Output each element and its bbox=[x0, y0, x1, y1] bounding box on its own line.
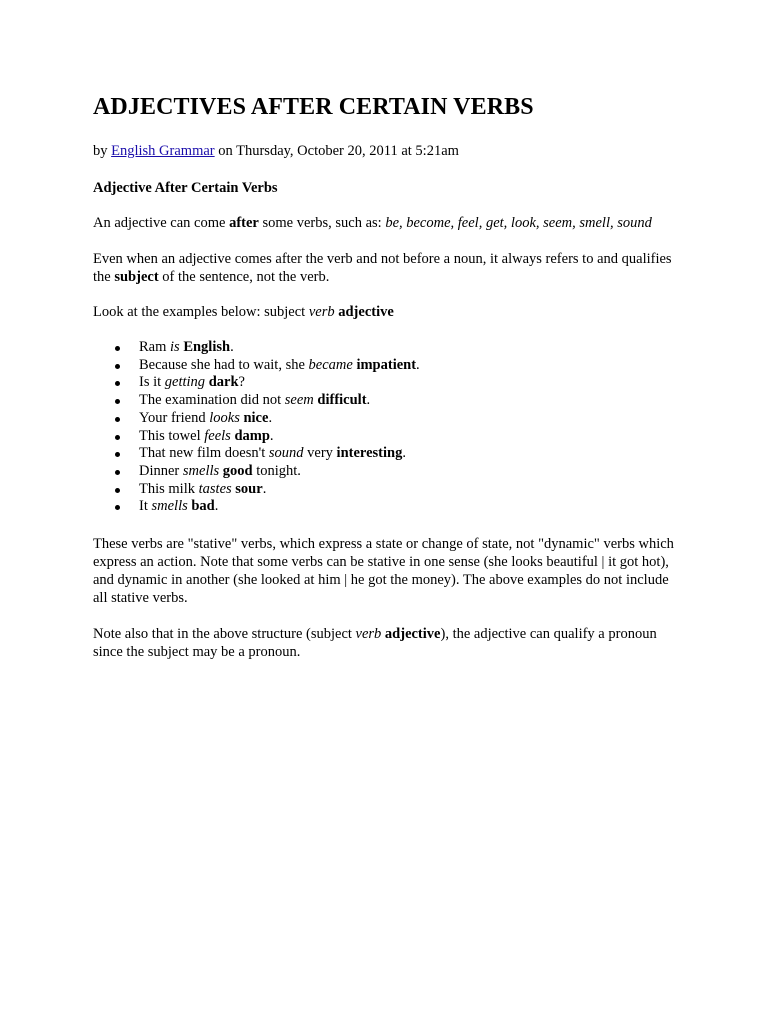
example-verb: became bbox=[308, 356, 353, 373]
example-text: That new film doesn't bbox=[139, 445, 269, 462]
text-run: Note also that in the above structure (subject bbox=[93, 626, 356, 643]
example-verb: sound bbox=[268, 445, 304, 462]
example-text: This towel bbox=[139, 427, 205, 444]
article-byline bbox=[93, 142, 676, 160]
bullet-icon bbox=[115, 381, 120, 386]
bullet-icon bbox=[115, 346, 120, 351]
text-run: Even when an adjective comes after the verb and not before a noun, it always refers to and qualifies the bbox=[93, 251, 672, 285]
example-text: It bbox=[139, 498, 152, 515]
article-title: ADJECTIVES AFTER CERTAIN VERBS bbox=[93, 94, 534, 120]
example-adjective: damp bbox=[234, 427, 270, 444]
text-run: ), the adjective can qualify a pronoun since the subject may be a pronoun. bbox=[93, 626, 657, 661]
byline-prefix: by bbox=[93, 143, 112, 159]
example-verb: feels bbox=[204, 427, 231, 444]
example-list-item bbox=[121, 410, 676, 428]
example-text: ? bbox=[238, 374, 245, 391]
example-text: Because she had to wait, she bbox=[139, 356, 309, 373]
bullet-icon bbox=[115, 452, 120, 457]
bullet-icon bbox=[115, 470, 120, 475]
bold-run: adjective bbox=[338, 304, 394, 320]
example-verb: smells bbox=[182, 462, 220, 479]
example-text: Dinner bbox=[139, 462, 183, 479]
example-verb: looks bbox=[209, 409, 240, 426]
example-text: . bbox=[416, 356, 420, 373]
example-text: . bbox=[230, 339, 234, 355]
paragraph-verbs-list bbox=[93, 214, 676, 232]
example-adjective: impatient bbox=[356, 356, 417, 373]
example-text: . bbox=[214, 498, 219, 515]
example-list-item bbox=[121, 374, 676, 392]
paragraph-subject bbox=[93, 250, 676, 286]
example-verb: is bbox=[170, 339, 180, 355]
example-list-item bbox=[121, 481, 676, 499]
bold-run: adjective bbox=[384, 626, 441, 643]
example-text: very bbox=[303, 445, 337, 462]
example-list-item bbox=[121, 392, 676, 410]
example-text: . bbox=[269, 427, 274, 444]
bullet-icon bbox=[115, 505, 120, 510]
example-list-item bbox=[121, 428, 676, 446]
example-text: Ram bbox=[139, 339, 171, 355]
text-run: An adjective can come bbox=[93, 215, 230, 231]
example-adjective: dark bbox=[208, 374, 239, 391]
example-list-item bbox=[121, 339, 676, 357]
author-link[interactable]: English Grammar bbox=[111, 143, 215, 159]
example-text: Your friend bbox=[139, 409, 210, 426]
example-adjective: good bbox=[222, 462, 253, 479]
example-text: The examination did not bbox=[139, 392, 285, 409]
example-text: . bbox=[268, 409, 273, 426]
bullet-icon bbox=[115, 364, 120, 369]
bullet-icon bbox=[115, 399, 120, 404]
example-adjective: interesting bbox=[336, 445, 403, 462]
italic-run: be, become, feel, get, look, seem, smell, sound bbox=[385, 215, 652, 231]
example-verb: getting bbox=[164, 374, 206, 391]
example-verb: tastes bbox=[198, 480, 232, 497]
bullet-icon bbox=[115, 488, 120, 493]
bullet-icon bbox=[115, 435, 120, 440]
bold-run: subject bbox=[114, 269, 159, 285]
example-adjective: bad bbox=[191, 498, 215, 515]
example-text: . bbox=[366, 392, 371, 409]
example-list-item bbox=[121, 463, 676, 481]
italic-run: verb bbox=[355, 626, 382, 643]
article-subheading: Adjective After Certain Verbs bbox=[93, 180, 278, 196]
byline-date: on Thursday, October 20, 2011 at 5:21am bbox=[214, 143, 459, 159]
example-text: Is it bbox=[139, 374, 165, 391]
example-adjective: English bbox=[183, 339, 231, 355]
example-text: This milk bbox=[139, 480, 199, 497]
example-text: tonight. bbox=[252, 462, 301, 479]
example-list-item bbox=[121, 445, 676, 463]
bullet-icon bbox=[115, 417, 120, 422]
example-verb: seem bbox=[284, 392, 314, 409]
text-run: Look at the examples below: subject bbox=[93, 304, 309, 320]
bold-run: after bbox=[229, 215, 259, 231]
paragraph-examples-intro bbox=[93, 303, 676, 321]
example-text: . bbox=[262, 480, 267, 497]
example-verb: smells bbox=[151, 498, 188, 515]
example-adjective: nice bbox=[243, 409, 269, 426]
italic-run: verb bbox=[308, 304, 335, 320]
example-adjective: difficult bbox=[317, 392, 367, 409]
examples-list bbox=[93, 339, 676, 516]
example-list-item bbox=[121, 498, 676, 516]
example-adjective: sour bbox=[235, 480, 263, 497]
text-run: some verbs, such as: bbox=[258, 215, 386, 231]
paragraph-pronoun-note bbox=[93, 625, 676, 661]
example-text: . bbox=[402, 445, 406, 462]
text-run: of the sentence, not the verb. bbox=[158, 269, 330, 285]
example-list-item bbox=[121, 357, 676, 375]
paragraph-stative-verbs: These verbs are "stative" verbs, which express a state or change of state, not "dynamic" verbs which express an action. Note that some verbs can be stative in one sense (she looks beautiful | it got hot), and dynamic in another (she looked at him | he got the money). The above examples do not include all stative verbs. bbox=[93, 536, 674, 607]
